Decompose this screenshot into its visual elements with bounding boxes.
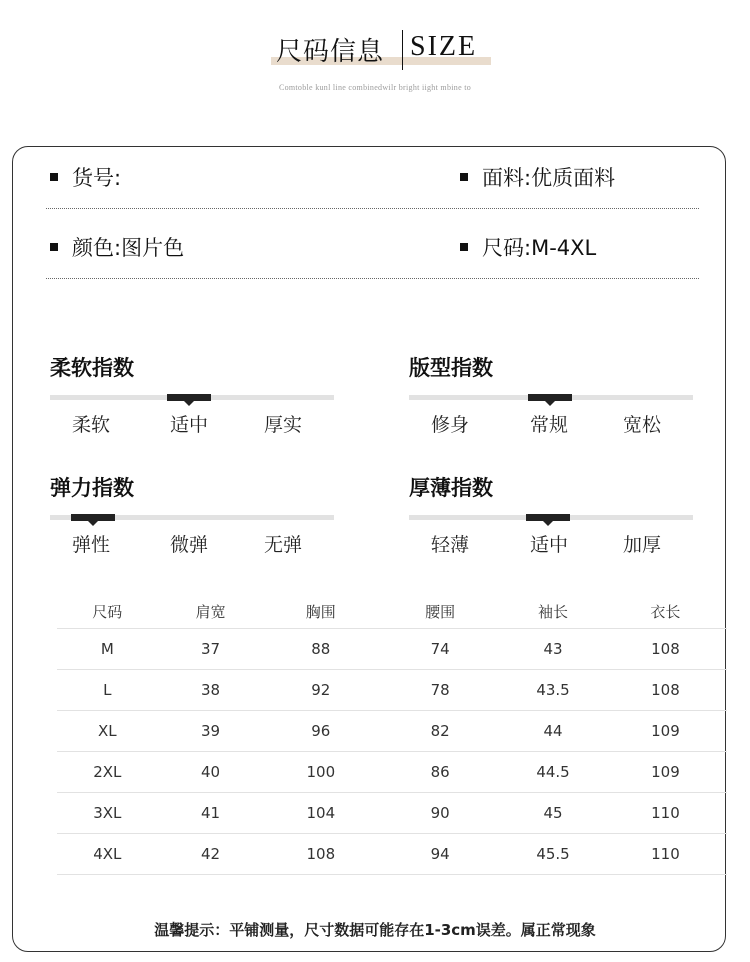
thickness-index [409,472,693,572]
index-title: 版型指数 [409,356,493,380]
index-option: 弹性 [71,534,110,556]
page-title-en: SIZE [410,31,478,62]
table-row [57,834,727,875]
size-table [57,595,727,875]
size-range-label: 尺码:M-4XL [482,236,597,260]
bullet-square-icon [460,173,468,181]
table-cell: 43.5 [502,670,604,711]
table-cell: 108 [604,629,727,670]
table-cell: 41 [158,793,264,834]
table-cell: 38 [158,670,264,711]
table-cell: 43 [502,629,604,670]
column-header: 衣长 [650,603,681,621]
table-row [57,629,727,670]
bullet-square-icon [460,243,468,251]
table-cell: XL [57,711,158,752]
index-marker-icon [526,514,570,521]
table-cell: 40 [158,752,264,793]
index-option: 修身 [430,414,469,436]
table-cell: 94 [378,834,502,875]
index-option: 无弹 [263,534,302,556]
index-option: 加厚 [622,534,661,556]
index-title: 柔软指数 [50,356,134,380]
table-row [57,670,727,711]
column-header: 尺码 [92,603,123,621]
index-title: 厚薄指数 [409,476,493,500]
table-cell: 86 [378,752,502,793]
table-cell: 90 [378,793,502,834]
column-header: 腰围 [425,603,456,621]
table-cell: 42 [158,834,264,875]
page-subtitle: Comtoble kunl line combinedwilr bright iight mbine to [278,83,472,92]
table-cell: 44.5 [502,752,604,793]
table-cell: 92 [264,670,379,711]
bullet-square-icon [50,243,58,251]
table-cell: M [57,629,158,670]
table-cell: 2XL [57,752,158,793]
table-cell: 104 [264,793,379,834]
page-header [0,0,750,110]
index-option: 柔软 [71,414,110,436]
table-cell: 37 [158,629,264,670]
info-row-2 [46,218,699,279]
table-cell: 78 [378,670,502,711]
index-title: 弹力指数 [50,476,134,500]
info-row-1 [46,148,699,209]
measurement-tip: 温馨提示：平铺测量，尺寸数据可能存在1-3cm误差。属正常现象 [154,921,596,939]
index-option: 宽松 [622,414,661,436]
table-cell: 88 [264,629,379,670]
fabric-label: 面料:优质面料 [482,166,616,190]
bullet-square-icon [50,173,58,181]
table-cell: 110 [604,793,727,834]
info-fabric [460,162,615,192]
table-row [57,793,727,834]
fit-index [409,352,693,452]
table-cell: 109 [604,752,727,793]
table-cell: 44 [502,711,604,752]
index-option: 微弹 [169,534,208,556]
index-marker-icon [167,394,211,401]
table-cell: 4XL [57,834,158,875]
index-marker-icon [528,394,572,401]
column-header: 肩宽 [195,603,226,621]
table-cell: L [57,670,158,711]
info-item-no [50,162,121,192]
table-row [57,711,727,752]
item-no-label: 货号: [72,166,122,190]
index-option: 适中 [169,414,208,436]
table-cell: 109 [604,711,727,752]
table-cell: 39 [158,711,264,752]
title-divider [402,30,403,70]
info-color [50,232,184,262]
softness-index [50,352,334,452]
table-cell: 96 [264,711,379,752]
column-header: 胸围 [305,603,336,621]
table-cell: 82 [378,711,502,752]
elasticity-index [50,472,334,572]
table-cell: 108 [264,834,379,875]
index-option: 常规 [529,414,568,436]
table-cell: 45.5 [502,834,604,875]
table-row [57,752,727,793]
table-cell: 108 [604,670,727,711]
info-size [460,232,596,262]
index-option: 轻薄 [430,534,469,556]
index-option: 适中 [529,534,568,556]
page-title: 尺码信息 [276,37,385,67]
column-header: 袖长 [538,603,569,621]
index-option: 厚实 [263,414,302,436]
table-cell: 110 [604,834,727,875]
table-cell: 100 [264,752,379,793]
table-cell: 45 [502,793,604,834]
table-cell: 74 [378,629,502,670]
index-marker-icon [71,514,115,521]
color-label: 颜色:图片色 [72,236,185,260]
table-cell: 3XL [57,793,158,834]
table-header-row [57,595,727,629]
